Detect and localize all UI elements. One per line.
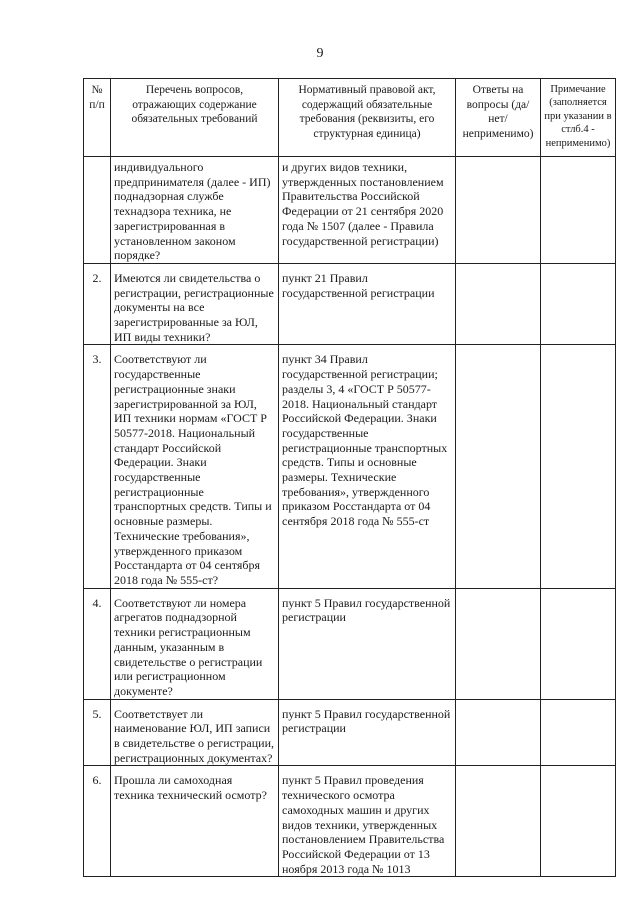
row-act: пункт 21 Правил государственной регистрации: [279, 263, 456, 345]
header-act: Нормативный правовой акт, содержащий обязательные требования (реквизиты, его структурная единица): [279, 79, 456, 157]
row-act: пункт 5 Правил проведения технического осмотра самоходных машин и других видов техники, утвержденных постановлением Правительства Российской Федерации от 13 ноября 2013 года № 1013: [279, 766, 456, 877]
row-act: пункт 34 Правил государственной регистрации; разделы 3, 4 «ГОСТ Р 50577-2018. Национальный стандарт Российской Федерации. Знаки государственные регистрационные транспортных средств. Типы и основные размеры. Технические требования», утвержденного приказом Росстандарта от 04 сентября 2018 года № 555-ст: [279, 345, 456, 588]
table-row: [84, 766, 616, 877]
row-number: 6.: [84, 766, 111, 877]
table-row: [84, 345, 616, 588]
row-note: [541, 699, 616, 766]
row-number: 2.: [84, 263, 111, 345]
row-answer: [456, 766, 541, 877]
row-question: индивидуального предпринимателя (далее - ИП) поднадзорная службе технадзора техника, не зарегистрированная в установленном законом порядке?: [111, 157, 279, 264]
row-question: Соответствуют ли номера агрегатов поднадзорной техники регистрационным данным, указанным в свидетельстве о регистрации или регистрационном документе?: [111, 588, 279, 699]
row-answer: [456, 699, 541, 766]
row-answer: [456, 588, 541, 699]
table-row: [84, 157, 616, 264]
row-answer: [456, 345, 541, 588]
row-question: Соответствует ли наименование ЮЛ, ИП записи в свидетельстве о регистрации, регистрационных документах?: [111, 699, 279, 766]
row-question: Прошла ли самоходная техника технический осмотр?: [111, 766, 279, 877]
row-number: 3.: [84, 345, 111, 588]
row-note: [541, 588, 616, 699]
row-act: пункт 5 Правил государственной регистрации: [279, 699, 456, 766]
table-row: [84, 699, 616, 766]
row-act: пункт 5 Правил государственной регистрации: [279, 588, 456, 699]
row-note: [541, 766, 616, 877]
row-answer: [456, 157, 541, 264]
row-note: [541, 157, 616, 264]
row-number: 5.: [84, 699, 111, 766]
page-number: 9: [316, 46, 324, 61]
header-answers: Ответы на вопросы (да/нет/ неприменимо): [456, 79, 541, 157]
table-header-row: [84, 79, 616, 157]
requirements-table: [83, 78, 616, 877]
row-note: [541, 345, 616, 588]
row-number: 4.: [84, 588, 111, 699]
row-act: и других видов техники, утвержденных постановлением Правительства Российской Федерации от 21 сентября 2020 года № 1507 (далее - Правила государственной регистрации): [279, 157, 456, 264]
header-note: Примечание (заполняется при указании в стлб.4 - неприменимо): [541, 79, 616, 157]
row-number: [84, 157, 111, 264]
table-row: [84, 588, 616, 699]
row-question: Соответствуют ли государственные регистрационные знаки зарегистрированной за ЮЛ, ИП техники нормам «ГОСТ Р 50577-2018. Национальный стандарт Российской Федерации. Знаки государственные регистрационные транспортных средств. Типы и основные размеры. Технические требования», утвержденного приказом Росстандарта от 04 сентября 2018 года № 555-ст?: [111, 345, 279, 588]
table-row: [84, 263, 616, 345]
row-answer: [456, 263, 541, 345]
header-questions: Перечень вопросов, отражающих содержание обязательных требований: [111, 79, 279, 157]
row-note: [541, 263, 616, 345]
row-question: Имеются ли свидетельства о регистрации, регистрационные документы на все зарегистрированные за ЮЛ, ИП виды техники?: [111, 263, 279, 345]
header-num: № п/п: [84, 79, 111, 157]
